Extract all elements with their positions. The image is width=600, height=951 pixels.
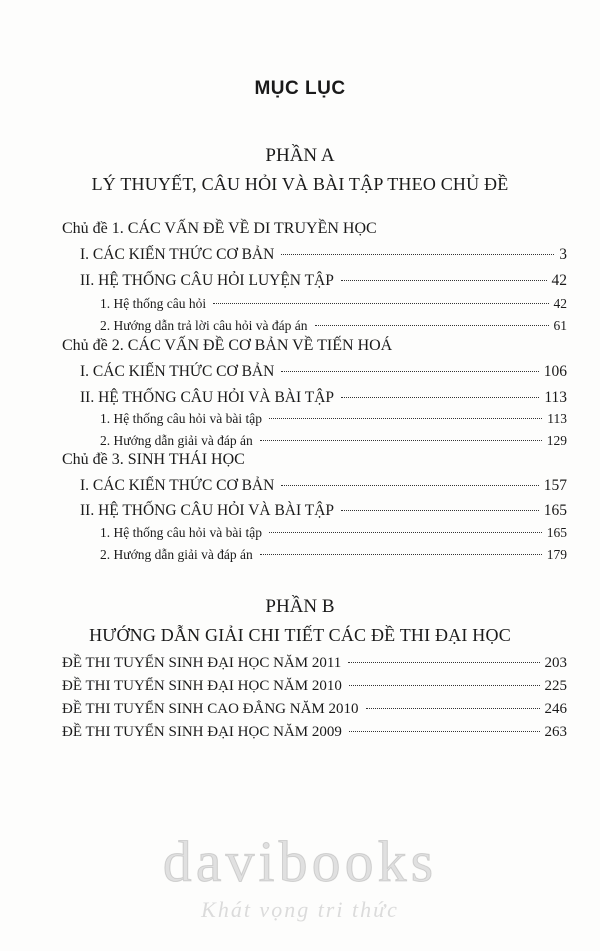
dot-leader <box>341 510 539 511</box>
part-a-subtitle: LÝ THUYẾT, CÂU HỎI VÀ BÀI TẬP THEO CHỦ ĐỀ <box>91 174 509 194</box>
toc-entry <box>80 477 567 495</box>
part-a-label: PHẦN A <box>265 145 335 166</box>
toc-entry-label: 1. Hệ thống câu hỏi và bài tập <box>100 525 262 540</box>
dot-leader <box>281 485 538 486</box>
toc-entry <box>80 502 567 520</box>
toc-page-number: 113 <box>547 411 567 426</box>
toc-entry-label: II. HỆ THỐNG CÂU HỎI VÀ BÀI TẬP <box>80 502 335 519</box>
toc-page-number: 42 <box>553 296 567 311</box>
toc-topic-2 <box>62 337 396 355</box>
dot-leader <box>341 280 547 281</box>
toc-entry-label: I. CÁC KIẾN THỨC CƠ BẢN <box>80 477 275 494</box>
dot-leader <box>269 418 542 419</box>
toc-page-number: 129 <box>546 433 567 448</box>
toc-page-number: 61 <box>553 318 567 333</box>
dot-leader <box>315 325 549 326</box>
dot-leader <box>348 662 539 663</box>
toc-page-number: 246 <box>544 701 567 717</box>
toc-entry-label: 1. Hệ thống câu hỏi và bài tập <box>100 411 262 426</box>
toc-page-number: 3 <box>559 246 567 263</box>
dot-leader <box>213 303 548 304</box>
page-title: MỤC LỤC <box>254 78 346 99</box>
toc-exam-entry <box>62 678 567 695</box>
toc-entry-label: I. CÁC KIẾN THỨC CƠ BẢN <box>80 363 275 380</box>
toc-topic-label: Chủ đề 2. CÁC VẤN ĐỀ CƠ BẢN VỀ TIẾN HOÁ <box>62 337 393 354</box>
dot-leader <box>349 731 540 732</box>
dot-leader <box>260 440 542 441</box>
toc-entry <box>100 296 567 312</box>
toc-page-number: 165 <box>543 502 567 519</box>
toc-entry <box>100 525 567 541</box>
dot-leader <box>281 371 538 372</box>
dot-leader <box>281 254 554 255</box>
toc-page-number: 165 <box>546 525 567 540</box>
toc-entry-label: II. HỆ THỐNG CÂU HỎI LUYỆN TẬP <box>80 272 334 289</box>
toc-entry <box>100 318 567 334</box>
toc-entry <box>80 272 567 290</box>
part-b-label: PHẦN B <box>265 596 335 617</box>
watermark-tagline: Khát vọng tri thức <box>201 897 399 922</box>
toc-topic-label: Chủ đề 1. CÁC VẤN ĐỀ VỀ DI TRUYỀN HỌC <box>62 220 377 237</box>
toc-entry <box>80 389 567 407</box>
toc-page-number: 106 <box>543 363 567 380</box>
toc-entry-label: 2. Hướng dẫn giải và đáp án <box>100 433 253 448</box>
toc-entry <box>80 246 567 264</box>
toc-page-number: 225 <box>544 678 567 694</box>
dot-leader <box>260 554 542 555</box>
toc-entry-label: ĐỀ THI TUYỂN SINH ĐẠI HỌC NĂM 2010 <box>62 678 342 694</box>
dot-leader <box>269 532 542 533</box>
toc-page-number: 113 <box>544 389 567 406</box>
toc-entry <box>80 363 567 381</box>
toc-entry <box>100 433 567 449</box>
toc-page-number: 203 <box>544 655 567 671</box>
toc-exam-entry <box>62 701 567 718</box>
dot-leader <box>366 708 540 709</box>
toc-topic-3 <box>62 451 249 469</box>
dot-leader <box>341 397 539 398</box>
dot-leader <box>349 685 540 686</box>
toc-exam-entry <box>62 724 567 741</box>
toc-entry-label: II. HỆ THỐNG CÂU HỎI VÀ BÀI TẬP <box>80 389 335 406</box>
toc-entry-label: I. CÁC KIẾN THỨC CƠ BẢN <box>80 246 275 263</box>
toc-page-number: 42 <box>551 272 567 289</box>
toc-entry <box>100 547 567 563</box>
toc-page-number: 157 <box>543 477 567 494</box>
toc-page-number: 263 <box>544 724 567 740</box>
toc-topic-1 <box>62 220 381 238</box>
watermark-brand: davibooks <box>162 829 438 894</box>
toc-entry-label: 1. Hệ thống câu hỏi <box>100 296 207 311</box>
toc-entry-label: 2. Hướng dẫn giải và đáp án <box>100 547 253 562</box>
toc-page-number: 179 <box>546 547 567 562</box>
toc-entry-label: ĐỀ THI TUYỂN SINH ĐẠI HỌC NĂM 2011 <box>62 655 342 671</box>
toc-topic-label: Chủ đề 3. SINH THÁI HỌC <box>62 451 245 468</box>
toc-entry <box>100 411 567 427</box>
part-b-subtitle: HƯỚNG DẪN GIẢI CHI TIẾT CÁC ĐỀ THI ĐẠI HỌC <box>89 625 511 645</box>
toc-entry-label: ĐỀ THI TUYỂN SINH ĐẠI HỌC NĂM 2009 <box>62 724 342 740</box>
toc-entry-label: 2. Hướng dẫn trả lời câu hỏi và đáp án <box>100 318 308 333</box>
toc-entry-label: ĐỀ THI TUYỂN SINH CAO ĐẲNG NĂM 2010 <box>62 701 359 717</box>
toc-exam-entry <box>62 655 567 672</box>
